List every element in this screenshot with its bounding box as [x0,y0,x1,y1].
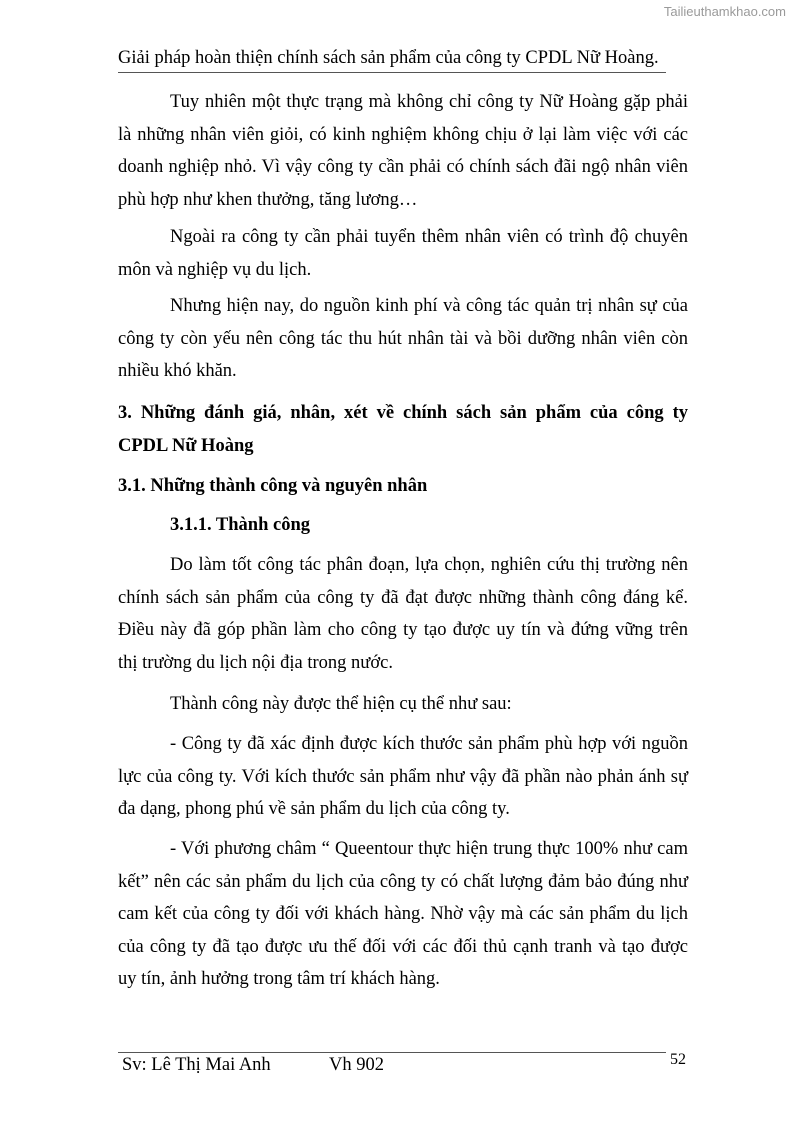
text-line: doanh nghiệp nhỏ. Vì vậy công ty cần phải có chính sách đãi ngộ nhân viên [118,157,688,177]
text-line: là những nhân viên giỏi, có kinh nghiệm không chịu ở lại làm việc với các [118,124,688,145]
text-line: - Công ty đã xác định được kích thước sản phẩm phù hợp với nguồn [170,734,688,754]
header-rule [118,72,666,73]
text-line: Thành công này được thể hiện cụ thể như sau: [170,694,512,714]
text-line: công ty còn yếu nên công tác thu hút nhân tài và bồi dưỡng nhân viên còn [118,328,688,349]
text-line: cam kết của công ty đối với khách hàng. Nhờ vậy mà các sản phẩm du lịch [118,904,688,924]
text-line: phù hợp như khen thưởng, tăng lương… [118,189,418,210]
text-line: Nhưng hiện nay, do nguồn kinh phí và công tác quản trị nhân sự của [170,296,688,316]
text-line: kết” nên các sản phẩm du lịch của công ty có chất lượng đảm bảo đúng như [118,871,688,892]
heading-line: 3.1.1. Thành công [170,515,310,535]
text-line: đa dạng, phong phú về sản phẩm du lịch của công ty. [118,799,510,819]
text-line: môn và nghiệp vụ du lịch. [118,259,312,280]
text-line: Tuy nhiên một thực trạng mà không chỉ công ty Nữ Hoàng gặp phải [170,92,688,112]
text-line: Điều này đã góp phần làm cho công ty tạo được uy tín và đứng vững trên [118,620,688,640]
bullet-paragraph [118,833,688,996]
running-header: Giải pháp hoàn thiện chính sách sản phẩm của công ty CPDL Nữ Hoàng. [118,48,659,68]
page-number: 52 [670,1051,686,1068]
heading-line: CPDL Nữ Hoàng [118,435,254,456]
paragraph [118,86,688,216]
footer-class: Vh 902 [329,1055,384,1075]
text-line: uy tín, ảnh hưởng trong tâm trí khách hàng. [118,969,440,989]
heading-line: 3. Những đánh giá, nhân, xét về chính sách sản phẩm của công ty [118,403,688,423]
paragraph [118,549,688,679]
paragraph [118,290,688,388]
heading-line: 3.1. Những thành công và nguyên nhân [118,476,428,496]
section-heading [118,397,688,462]
text-line: chính sách sản phẩm của công ty đã đạt được những thành công đáng kể. [118,587,688,608]
text-line: thị trường du lịch nội địa trong nước. [118,652,393,673]
footer-rule [118,1052,666,1053]
paragraph [118,221,688,286]
paragraph [118,688,688,721]
text-line: lực của công ty. Với kích thước sản phẩm như vậy đã phần nào phản ánh sự [118,766,688,787]
text-line: Do làm tốt công tác phân đoạn, lựa chọn, nghiên cứu thị trường nên [170,555,688,575]
subsection-heading [118,470,688,503]
footer-student: Sv: Lê Thị Mai Anh [122,1055,271,1075]
text-line: - Với phương châm “ Queentour thực hiện trung thực 100% như cam [170,839,688,859]
bullet-paragraph [118,728,688,826]
text-line: của công ty đã tạo được ưu thế đối với các đối thủ cạnh tranh và tạo được [118,936,688,957]
text-line: Ngoài ra công ty cần phải tuyển thêm nhân viên có trình độ chuyên [170,227,688,247]
watermark: Tailieuthamkhao.com [663,4,786,19]
subsubsection-heading [118,509,688,542]
text-line: nhiều khó khăn. [118,361,237,381]
